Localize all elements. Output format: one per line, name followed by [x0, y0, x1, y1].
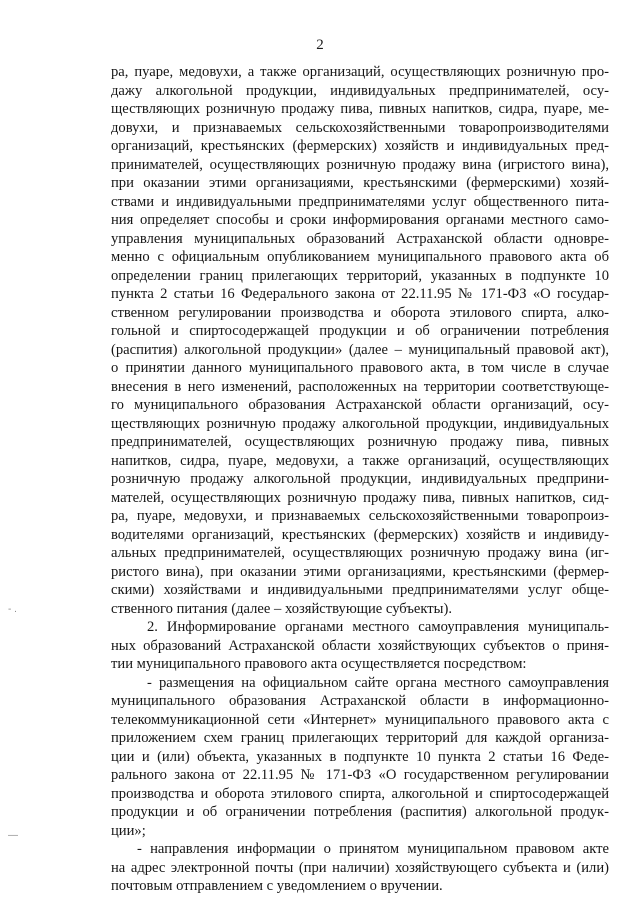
list-item-start-line: - размещения на официальном сайте органа местного самоуправления — [147, 674, 609, 691]
text-line: ра, пуаре, медовухи, и признаваемых сельскохозяйственными товаропроиз- — [111, 508, 609, 524]
text-line: на адрес электронной почты (при наличии) хозяйствующего субъекта и (или) — [111, 859, 609, 876]
text-line: (распития) алкогольной продукции» (далее – муниципальный правовой акт), — [111, 341, 609, 358]
text-line: организаций, крестьянских (фермерских) хозяйств и индивидуальных пред- — [111, 138, 609, 154]
paragraph-start-line: 2. Информирование органами местного самоуправления муниципаль- — [147, 619, 609, 635]
text-line: напитков, сидра, пуаре, медовухи, а также организаций, осуществляющих — [111, 452, 609, 469]
text-line: ных образований Астраханской области хозяйствующих субъектов о приня- — [111, 637, 609, 654]
text-line: ции и (или) объекта, указанных в подпункте 10 пункта 2 статьи 16 Феде- — [111, 748, 609, 765]
text-line: принимателей, осуществляющих розничную продажу вина (игристого вина), — [111, 156, 609, 173]
scan-margin-mark: - . — [8, 604, 17, 615]
text-line: ра, пуаре, медовухи, а также организаций, осуществляющих розничную про- — [111, 64, 609, 80]
text-line: ственного питания (далее – хозяйствующие субъекты). — [111, 600, 452, 617]
text-line: продукции и об ограничении потребления (распития) алкогольной продук- — [111, 804, 609, 820]
page-number: 2 — [316, 37, 324, 53]
text-line: пункта 2 статьи 16 Федерального закона от 22.11.95 № 171-ФЗ «О государ- — [111, 286, 609, 302]
text-line: ния определяет способы и сроки информирования органами местного само- — [111, 212, 609, 228]
text-line: ществляющих розничную продажу пива, пивных напитков, сидра, пуаре, ме- — [111, 101, 609, 117]
text-line: ществляющих розничную продажу алкогольной продукции, индивидуальных — [111, 415, 609, 432]
text-line: муниципального образования Астраханской области в информационно- — [111, 693, 609, 709]
text-line: определении границ прилегающих территорий, указанных в подпункте 10 — [111, 267, 609, 284]
text-line: производства и оборота этилового спирта, алкогольной и спиртосодержащей — [111, 785, 609, 802]
text-line: телекоммуникационной сети «Интернет» муниципального правового акта с — [111, 711, 609, 728]
text-line: скими) хозяйствами и индивидуальными предпринимателями услуг обще- — [111, 582, 609, 598]
list-item-start-line: - направления информации о принятом муниципальном правовом акте — [137, 841, 609, 857]
text-line: о принятии данного муниципального правового акта, в том числе в случае — [111, 360, 609, 376]
text-line: гольной и спиртосодержащей продукции и об ограничении потребления — [111, 323, 609, 339]
text-line: довухи, и признаваемых сельскохозяйственными товаропроизводителями — [111, 119, 609, 136]
text-line: го муниципального образования Астраханской области организаций, осу- — [111, 397, 609, 413]
text-line: ственном регулировании производства и оборота этилового спирта, алко- — [111, 304, 609, 321]
text-line: внесения в него изменений, расположенных на территории соответствующе- — [111, 378, 609, 395]
text-line: тии муниципального правового акта осуществляется посредством: — [111, 656, 527, 672]
text-line: водителями организаций, крестьянских (фермерских) хозяйств и индивиду- — [111, 526, 609, 543]
text-line: ристого вина), при оказании этими организациями, крестьянскими (фермер- — [111, 563, 609, 580]
text-line: рального закона от 22.11.95 № 171-ФЗ «О государственном регулировании — [111, 767, 609, 783]
text-line: при оказании этими организациями, крестьянскими (фермерскими) хозяй- — [111, 175, 609, 191]
text-line: приложением схем границ прилегающих территорий для каждой организа- — [111, 730, 609, 746]
text-line: управления муниципальных образований Астраханской области одновре- — [111, 230, 609, 247]
text-line: дажу алкогольной продукции, индивидуальных предпринимателей, осу- — [111, 82, 609, 99]
text-line: мателей, осуществляющих розничную продажу пива, пивных напитков, сид- — [111, 489, 609, 506]
text-line: ствами и индивидуальными предпринимателями услуг общественного пита- — [111, 193, 609, 210]
text-line: ции»; — [111, 822, 146, 839]
scan-margin-mark: — — [8, 830, 18, 841]
text-line: предпринимателей, осуществляющих розничную продажу пива, пивных — [111, 434, 609, 450]
text-line: альных предпринимателей, осуществляющих розничную продажу вина (иг- — [111, 545, 609, 561]
text-line: менно с официальным опубликованием муниципального правового акта об — [111, 249, 609, 265]
text-line: розничную продажу алкогольной продукции, индивидуальных предприни- — [111, 471, 609, 487]
document-body — [111, 63, 609, 896]
text-line: почтовым отправлением с уведомлением о вручении. — [111, 878, 443, 894]
